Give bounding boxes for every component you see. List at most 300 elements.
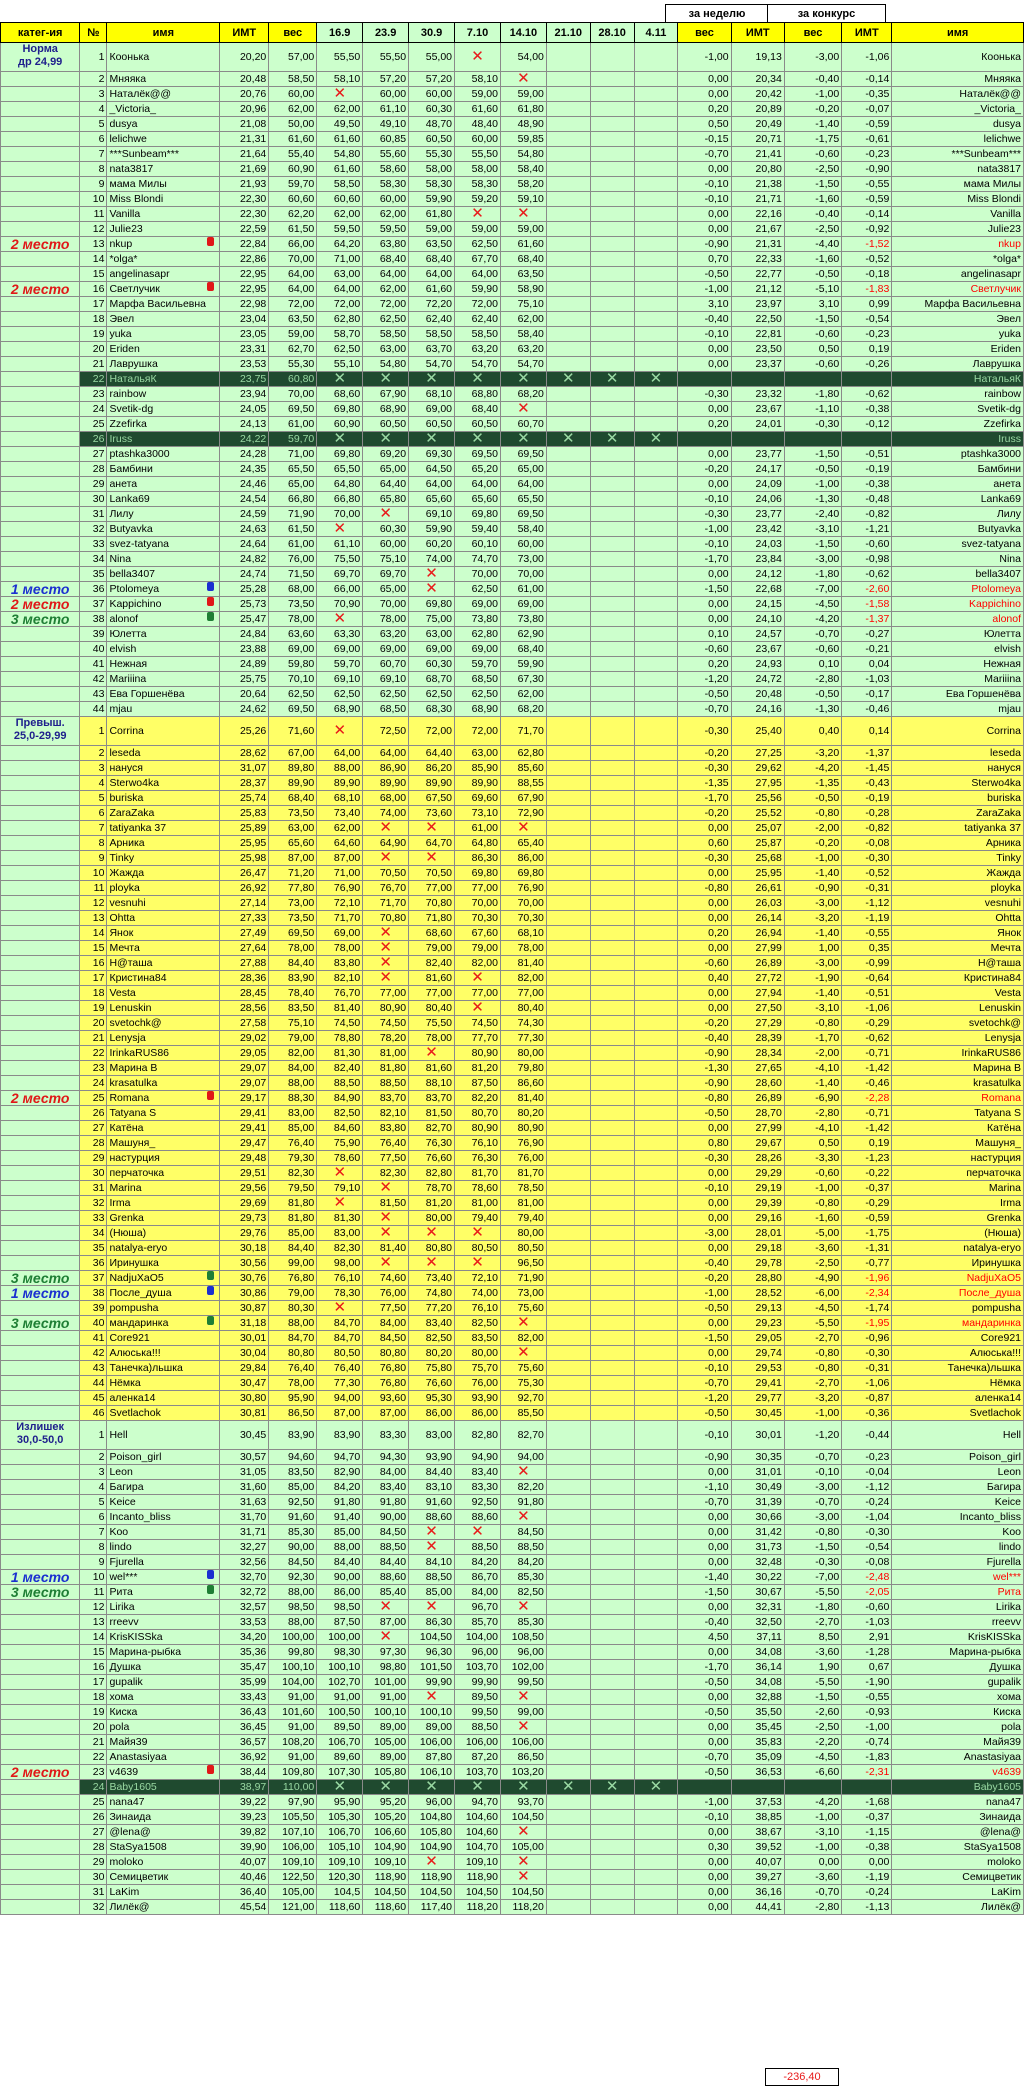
weight-value — [590, 567, 634, 582]
member-name-right: Майя39 — [892, 1735, 1024, 1750]
weight-value: 0,00 — [678, 1870, 731, 1885]
weight-value: 83,90 — [317, 1421, 363, 1450]
weight-value — [634, 642, 678, 657]
medal-icon — [207, 282, 214, 291]
weight-value — [546, 1750, 590, 1765]
bmi-value: 24,15 — [731, 597, 784, 612]
weight-value: 67,30 — [500, 672, 546, 687]
weight-value: 61,60 — [455, 102, 501, 117]
row-number: 10 — [80, 1570, 107, 1585]
category-cell — [1, 462, 80, 477]
missed-weighin-icon: ✕ — [455, 43, 501, 72]
weight-value — [546, 851, 590, 866]
weight-value: 63,50 — [269, 312, 317, 327]
weight-value: -1,40 — [784, 117, 841, 132]
weight-value: 87,50 — [317, 1615, 363, 1630]
member-name: pola — [107, 1720, 220, 1735]
weight-value: 97,30 — [363, 1645, 409, 1660]
weight-value: 78,00 — [269, 612, 317, 627]
weight-value — [546, 1361, 590, 1376]
weight-value: 59,00 — [455, 222, 501, 237]
member-name — [107, 612, 220, 627]
bmi-value: -1,74 — [842, 1301, 892, 1316]
weight-value — [634, 761, 678, 776]
category-cell — [1, 1645, 80, 1660]
member-name: Арника — [107, 836, 220, 851]
weight-value: 84,00 — [455, 1585, 501, 1600]
weight-value: 62,90 — [500, 627, 546, 642]
bmi-value: -0,92 — [842, 222, 892, 237]
weight-value — [634, 447, 678, 462]
table-row — [1, 911, 1024, 926]
weight-value: -1,80 — [784, 567, 841, 582]
weight-value: 83,30 — [455, 1480, 501, 1495]
bmi-value: -0,48 — [842, 492, 892, 507]
weight-value — [590, 72, 634, 87]
row-number: 38 — [80, 612, 107, 627]
bmi-value: 32,27 — [220, 1540, 269, 1555]
weight-value: -0,80 — [678, 881, 731, 896]
bmi-value: 0,99 — [842, 297, 892, 312]
weight-value: 90,00 — [317, 1570, 363, 1585]
weight-value: 89,90 — [455, 776, 501, 791]
weight-value — [634, 1720, 678, 1735]
weight-value — [590, 342, 634, 357]
weight-value — [590, 746, 634, 761]
table-row — [1, 357, 1024, 372]
row-number: 1 — [80, 717, 107, 746]
category-cell — [1, 1495, 80, 1510]
bmi-value: -1,12 — [842, 1480, 892, 1495]
weight-value — [546, 1720, 590, 1735]
missed-weighin-icon: ✕ — [363, 941, 409, 956]
weight-value: 80,90 — [455, 1121, 501, 1136]
weight-value: 86,50 — [269, 1406, 317, 1421]
bmi-value: 31,18 — [220, 1316, 269, 1331]
weight-value: 84,70 — [269, 1331, 317, 1346]
weight-value — [546, 1525, 590, 1540]
weight-value: -1,35 — [678, 776, 731, 791]
weight-value: -0,80 — [784, 1361, 841, 1376]
weight-value: 64,50 — [409, 462, 455, 477]
weight-value — [634, 252, 678, 267]
row-number: 19 — [80, 1705, 107, 1720]
bmi-value: 40,07 — [731, 1855, 784, 1870]
weight-value: 76,60 — [409, 1151, 455, 1166]
weight-value: 71,00 — [317, 252, 363, 267]
weight-value: 83,80 — [317, 956, 363, 971]
weight-value: -0,10 — [678, 177, 731, 192]
weight-value: -1,10 — [678, 1480, 731, 1495]
row-number: 18 — [80, 312, 107, 327]
weight-value: 104,50 — [363, 1885, 409, 1900]
row-number: 38 — [80, 1286, 107, 1301]
category-cell — [1, 881, 80, 896]
weight-value: 86,00 — [500, 851, 546, 866]
missed-weighin-icon: ✕ — [634, 372, 678, 387]
weight-value: 77,80 — [269, 881, 317, 896]
bmi-value: 24,93 — [731, 657, 784, 672]
member-name: rainbow — [107, 387, 220, 402]
table-row — [1, 1271, 1024, 1286]
weight-value: 89,50 — [455, 1690, 501, 1705]
member-name-right: Baby1605 — [892, 1780, 1024, 1795]
category-cell — [1, 806, 80, 821]
weight-value: -0,50 — [784, 791, 841, 806]
weight-value — [634, 986, 678, 1001]
weight-value — [634, 327, 678, 342]
member-name: Иринушка — [107, 1256, 220, 1271]
weight-value: 105,50 — [269, 1810, 317, 1825]
weight-value: 54,80 — [500, 147, 546, 162]
weight-value — [634, 462, 678, 477]
missed-weighin-icon: ✕ — [500, 1510, 546, 1525]
weight-value: 62,00 — [500, 312, 546, 327]
weight-value: -1,50 — [784, 1540, 841, 1555]
weight-value: 74,80 — [409, 1286, 455, 1301]
member-name-right: nana47 — [892, 1795, 1024, 1810]
weight-value: 61,00 — [269, 417, 317, 432]
member-name: Eriden — [107, 342, 220, 357]
weight-value: 74,50 — [455, 1016, 501, 1031]
category-cell — [1, 926, 80, 941]
weight-value: 95,30 — [409, 1391, 455, 1406]
weight-value: 0,00 — [678, 1241, 731, 1256]
weight-value: 63,50 — [500, 267, 546, 282]
weight-value: 62,80 — [317, 312, 363, 327]
weight-value: 88,50 — [455, 1720, 501, 1735]
member-name: svez-tatyana — [107, 537, 220, 552]
weight-value — [634, 492, 678, 507]
weight-value: 88,60 — [455, 1510, 501, 1525]
weight-value: 103,70 — [455, 1660, 501, 1675]
weight-value: 54,80 — [363, 357, 409, 372]
weight-value: 87,00 — [317, 851, 363, 866]
weight-value: -0,50 — [784, 267, 841, 282]
weight-value — [590, 1346, 634, 1361]
weight-value: -0,30 — [678, 851, 731, 866]
weight-value: 81,00 — [455, 1196, 501, 1211]
weight-value: 61,50 — [269, 522, 317, 537]
member-name-right: Арника — [892, 836, 1024, 851]
bmi-value: 24,62 — [220, 702, 269, 717]
member-name: Anastasiyaa — [107, 1750, 220, 1765]
weight-value: -1,60 — [784, 1211, 841, 1226]
weight-value: 0,00 — [678, 986, 731, 1001]
bmi-value: 22,59 — [220, 222, 269, 237]
weight-value: 60,10 — [455, 537, 501, 552]
category-cell — [1, 1840, 80, 1855]
bmi-value: 24,17 — [731, 462, 784, 477]
weight-value: 85,00 — [269, 1226, 317, 1241]
weight-value: 75,10 — [269, 1016, 317, 1031]
weight-value: 84,50 — [363, 1525, 409, 1540]
bmi-value: 28,34 — [731, 1046, 784, 1061]
weight-value: 63,50 — [409, 237, 455, 252]
weight-value — [634, 1660, 678, 1675]
table-row — [1, 1615, 1024, 1630]
weight-value: 60,00 — [363, 537, 409, 552]
weight-value — [546, 147, 590, 162]
weight-value — [590, 1735, 634, 1750]
table-row — [1, 1540, 1024, 1555]
weight-value: 62,40 — [409, 312, 455, 327]
weight-value: 88,50 — [317, 1076, 363, 1091]
weight-value — [634, 1585, 678, 1600]
bmi-value: 0,67 — [842, 1660, 892, 1675]
weight-value: 85,60 — [500, 761, 546, 776]
bmi-value: 22,95 — [220, 282, 269, 297]
missed-weighin-icon: ✕ — [363, 372, 409, 387]
weight-value — [546, 1016, 590, 1031]
bmi-value: 23,94 — [220, 387, 269, 402]
member-name: leseda — [107, 746, 220, 761]
bmi-value: 27,94 — [731, 986, 784, 1001]
weight-value — [634, 1091, 678, 1106]
weight-value: 70,00 — [363, 597, 409, 612]
table-row — [1, 1735, 1024, 1750]
weight-value: 96,30 — [409, 1645, 455, 1660]
weight-value: 59,85 — [500, 132, 546, 147]
weight-value: -0,40 — [678, 312, 731, 327]
weight-value: 80,90 — [363, 1001, 409, 1016]
bmi-value: -0,27 — [842, 627, 892, 642]
weight-value: 82,80 — [455, 1421, 501, 1450]
row-number: 23 — [80, 1061, 107, 1076]
weight-value — [634, 672, 678, 687]
weight-value — [634, 1241, 678, 1256]
member-name: lelichwe — [107, 132, 220, 147]
bmi-value: 31,71 — [220, 1525, 269, 1540]
weight-value — [784, 432, 841, 447]
weight-value: 84,50 — [500, 1525, 546, 1540]
weight-value: 75,90 — [317, 1136, 363, 1151]
weight-value: 72,00 — [269, 297, 317, 312]
table-row — [1, 102, 1024, 117]
member-name-right: Марина В — [892, 1061, 1024, 1076]
weight-value: 81,50 — [363, 1196, 409, 1211]
member-name-right: Vesta — [892, 986, 1024, 1001]
bmi-value: 0,04 — [842, 657, 892, 672]
weight-value: 58,60 — [363, 162, 409, 177]
table-row — [1, 1151, 1024, 1166]
weight-value: 58,00 — [455, 162, 501, 177]
weight-value — [634, 597, 678, 612]
weight-value: -1,50 — [784, 312, 841, 327]
category-cell — [1, 132, 80, 147]
weight-value: -1,30 — [678, 1061, 731, 1076]
table-row — [1, 1675, 1024, 1690]
weight-value — [546, 1196, 590, 1211]
weight-value — [546, 672, 590, 687]
weight-value: 72,10 — [455, 1271, 501, 1286]
weight-value — [546, 776, 590, 791]
weight-value: 83,40 — [455, 1465, 501, 1480]
weight-value — [634, 941, 678, 956]
table-row — [1, 1690, 1024, 1705]
bmi-value: 27,65 — [731, 1061, 784, 1076]
member-name: Svetik-dg — [107, 402, 220, 417]
member-name — [107, 1286, 220, 1301]
member-name: Hell — [107, 1421, 220, 1450]
member-name-right: Zzefirka — [892, 417, 1024, 432]
table-row — [1, 941, 1024, 956]
weight-value: 71,90 — [500, 1271, 546, 1286]
member-name-right: Кристина84 — [892, 971, 1024, 986]
bmi-value: 22,30 — [220, 192, 269, 207]
weight-value: 91,00 — [269, 1750, 317, 1765]
bmi-value: 27,99 — [731, 941, 784, 956]
weight-value: 64,40 — [409, 746, 455, 761]
member-name: Мняяка — [107, 72, 220, 87]
category-cell — [1, 177, 80, 192]
category-cell — [1, 1735, 80, 1750]
member-name-right: @lena@ — [892, 1825, 1024, 1840]
weight-value: 82,30 — [317, 1241, 363, 1256]
weight-value: 70,00 — [500, 567, 546, 582]
weight-value: -2,50 — [784, 1256, 841, 1271]
member-name-right: Svetlachok — [892, 1406, 1024, 1421]
table-row — [1, 597, 1024, 612]
weight-value: -1,40 — [784, 1076, 841, 1091]
weight-value: 85,70 — [455, 1615, 501, 1630]
weight-value: 91,00 — [269, 1690, 317, 1705]
missed-weighin-icon: ✕ — [317, 1166, 363, 1181]
member-name: Эвел — [107, 312, 220, 327]
weight-value: 75,10 — [363, 552, 409, 567]
weight-value: -5,10 — [784, 282, 841, 297]
bmi-value: -0,62 — [842, 567, 892, 582]
weight-value: 0,00 — [678, 402, 731, 417]
weight-value — [634, 177, 678, 192]
weight-value — [590, 387, 634, 402]
bmi-value: -0,74 — [842, 1735, 892, 1750]
weight-value: -1,20 — [678, 1391, 731, 1406]
weight-value — [546, 821, 590, 836]
member-name: анета — [107, 477, 220, 492]
missed-weighin-icon: ✕ — [590, 432, 634, 447]
bmi-value: 22,95 — [220, 267, 269, 282]
weight-value: 80,00 — [500, 1226, 546, 1241]
weight-value: 89,00 — [363, 1720, 409, 1735]
table-row — [1, 1660, 1024, 1675]
bmi-value: 24,12 — [731, 567, 784, 582]
bmi-value: -0,38 — [842, 1840, 892, 1855]
weight-value: 73,00 — [269, 896, 317, 911]
weight-value — [634, 1001, 678, 1016]
weight-value: 69,30 — [409, 447, 455, 462]
weight-value: 106,10 — [409, 1765, 455, 1780]
weight-value: 0,10 — [678, 627, 731, 642]
member-name: Янок — [107, 926, 220, 941]
weight-value: 62,00 — [500, 687, 546, 702]
member-name-right: Lenysja — [892, 1031, 1024, 1046]
member-name-text: Светлучик — [109, 283, 160, 295]
member-name: Irma — [107, 1196, 220, 1211]
weight-value: -1,80 — [784, 1600, 841, 1615]
bmi-value: 39,27 — [731, 1870, 784, 1885]
row-number: 43 — [80, 1361, 107, 1376]
weight-value — [634, 971, 678, 986]
bmi-value — [731, 1780, 784, 1795]
weight-value: -3,00 — [784, 956, 841, 971]
weight-value: 69,10 — [317, 672, 363, 687]
bmi-value: 31,60 — [220, 1480, 269, 1495]
weight-value: -0,60 — [784, 642, 841, 657]
bmi-value: 23,53 — [220, 357, 269, 372]
weight-value: 74,70 — [455, 552, 501, 567]
row-number: 18 — [80, 1690, 107, 1705]
bmi-value: 32,50 — [731, 1615, 784, 1630]
weight-value: -1,80 — [784, 387, 841, 402]
member-name-right: Romana — [892, 1091, 1024, 1106]
weight-value: 62,50 — [455, 687, 501, 702]
table-row — [1, 1825, 1024, 1840]
weight-value: 107,10 — [269, 1825, 317, 1840]
weight-value: 104,80 — [409, 1810, 455, 1825]
bmi-value: 32,70 — [220, 1570, 269, 1585]
bmi-value: 23,77 — [731, 507, 784, 522]
missed-weighin-icon: ✕ — [546, 372, 590, 387]
missed-weighin-icon: ✕ — [500, 1690, 546, 1705]
member-name-right: svetochk@ — [892, 1016, 1024, 1031]
bmi-value: 0,00 — [842, 1855, 892, 1870]
member-name-right: Lanka69 — [892, 492, 1024, 507]
weight-value: 58,10 — [455, 72, 501, 87]
row-number: 2 — [80, 1450, 107, 1465]
column-header: катег-ия — [1, 23, 80, 43]
weight-value: -1,40 — [678, 1570, 731, 1585]
weight-value: 85,90 — [455, 761, 501, 776]
member-name: Лаврушка — [107, 357, 220, 372]
weight-value — [546, 1331, 590, 1346]
member-name: Poison_girl — [107, 1450, 220, 1465]
weight-value: -2,70 — [784, 1615, 841, 1630]
weight-value: 104,60 — [455, 1825, 501, 1840]
member-name: nata3817 — [107, 162, 220, 177]
bmi-value: 29,67 — [731, 1136, 784, 1151]
missed-weighin-icon: ✕ — [317, 1301, 363, 1316]
weight-value: -3,60 — [784, 1870, 841, 1885]
weight-value: 73,40 — [317, 806, 363, 821]
category-cell — [1, 1076, 80, 1091]
weight-value: 80,80 — [269, 1346, 317, 1361]
weight-value: -0,20 — [678, 806, 731, 821]
weight-value: -2,80 — [784, 1900, 841, 1915]
weight-value — [546, 687, 590, 702]
weight-value: 74,50 — [363, 1016, 409, 1031]
row-number: 15 — [80, 1645, 107, 1660]
category-cell — [1, 1555, 80, 1570]
weight-value: 69,50 — [500, 507, 546, 522]
weight-value: 68,50 — [363, 702, 409, 717]
member-name: ptashka3000 — [107, 447, 220, 462]
weight-value — [634, 297, 678, 312]
weight-value: 88,60 — [363, 1570, 409, 1585]
table-row — [1, 1046, 1024, 1061]
weight-value — [634, 717, 678, 746]
weight-value: 106,00 — [269, 1840, 317, 1855]
category-cell — [1, 866, 80, 881]
weight-value: 64,80 — [455, 836, 501, 851]
weight-value: 84,20 — [317, 1480, 363, 1495]
row-number: 1 — [80, 43, 107, 72]
row-number: 9 — [80, 177, 107, 192]
bmi-value: 29,05 — [731, 1331, 784, 1346]
bmi-value: 29,69 — [220, 1196, 269, 1211]
row-number: 18 — [80, 986, 107, 1001]
bmi-value: -1,12 — [842, 896, 892, 911]
